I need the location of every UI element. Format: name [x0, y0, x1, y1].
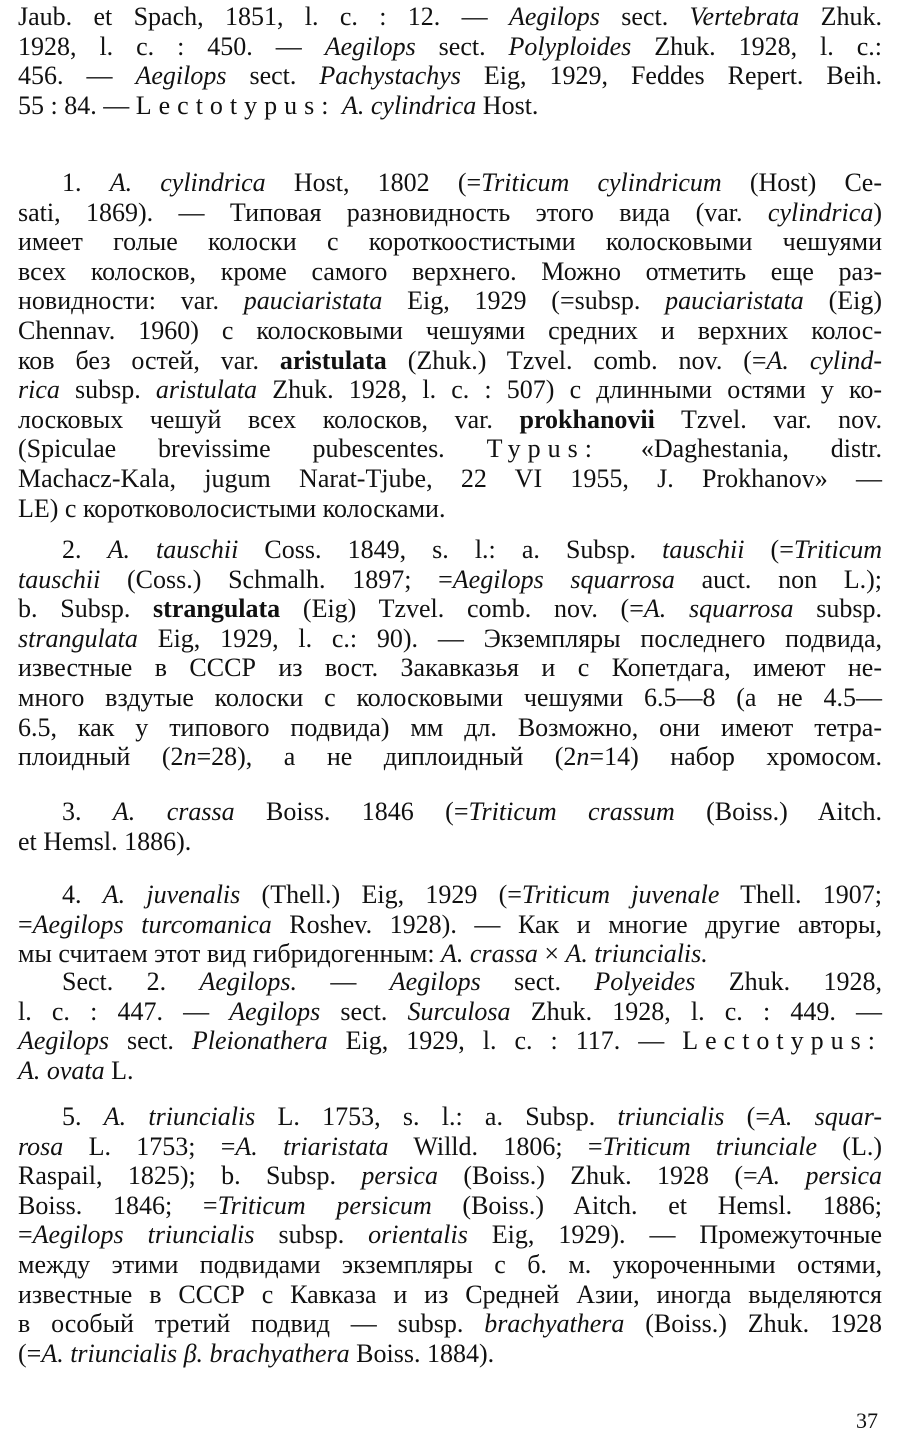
text-run: (Boiss.) Zhuk. 1928	[624, 1309, 882, 1339]
italic-text: n	[183, 742, 197, 772]
text-run: ков без остей, var.	[18, 345, 280, 375]
text-run: L. 1753, s. l.: a. Subsp.	[255, 1102, 618, 1131]
italic-text: Aegilops	[18, 1026, 109, 1056]
text-run: (Eig)	[803, 286, 882, 316]
text-run: =28), а не диплоидный (2	[196, 742, 577, 772]
text-run: (Zhuk.) Tzvel. comb. nov. (=	[386, 345, 767, 375]
text-run: 1928, l. c. : 450. —	[18, 31, 325, 61]
text-run: —	[296, 967, 390, 996]
text-run: Zhuk. 1928, l. c. : 449. —	[510, 996, 882, 1026]
text-run: Zhuk.	[799, 2, 883, 31]
text-run: новидности: var.	[18, 286, 244, 316]
italic-text: A. squar-	[770, 1102, 882, 1131]
text-run: имеет голые колоски с короткоостистыми колосковыми чешуями	[18, 227, 882, 257]
text-line	[18, 1280, 882, 1310]
bold-text: strangulata	[153, 594, 281, 624]
text-line	[18, 797, 882, 827]
text-run: между этими подвидами экземпляры с б. м. укороченными остями,	[18, 1249, 882, 1279]
text-run: l. c. : 447. —	[18, 996, 230, 1026]
italic-text: A. ovata	[18, 1055, 105, 1085]
text-line	[18, 713, 882, 743]
text-run: subsp.	[793, 594, 882, 624]
text-line	[18, 1339, 882, 1369]
text-line	[18, 257, 882, 287]
text-run: Eig, 1929). — Промежуточные	[467, 1220, 882, 1250]
italic-text: A. juvenalis	[102, 880, 241, 909]
italic-text: n	[576, 742, 590, 772]
italic-text: brachyathera	[484, 1309, 625, 1339]
italic-text: rosa	[18, 1131, 64, 1161]
text-run: 4.	[62, 880, 103, 909]
italic-text: tauschii	[662, 535, 745, 564]
italic-text: Pleionathera	[191, 1026, 328, 1056]
italic-text: A. triuncialis.	[565, 939, 708, 969]
text-run: sect.	[599, 2, 690, 31]
paragraph-species-triuncialis	[18, 1102, 882, 1368]
italic-text: Aegilops	[389, 967, 481, 996]
text-line	[18, 464, 882, 494]
italic-text: Triticum cylindricum	[481, 168, 722, 197]
italic-text: Aegilops	[508, 2, 600, 31]
paragraph-species-crassa	[18, 797, 882, 856]
text-line	[18, 434, 882, 464]
text-run: sect.	[320, 996, 408, 1026]
text-run: (Boiss.) Aitch. et Hemsl. 1886;	[431, 1190, 882, 1220]
text-run: (Boiss.) Aitch.	[674, 797, 882, 826]
italic-text: Triticum crassum	[468, 797, 675, 826]
text-line	[18, 742, 882, 772]
italic-text: Surculosa	[407, 996, 511, 1026]
text-run: Zhuk. 1928, l. c. : 507) с длинными остями у ко-	[257, 375, 882, 405]
spaced-text: Lectotypus:	[135, 90, 336, 120]
text-line	[18, 827, 882, 857]
text-line	[18, 405, 882, 435]
bold-text: aristulata	[279, 345, 387, 375]
text-run: subsp.	[59, 375, 156, 405]
text-line	[18, 535, 882, 565]
text-line	[18, 2, 882, 32]
italic-text: triuncialis	[617, 1102, 725, 1131]
text-run: Coss. 1849, s. l.: a. Subsp.	[238, 535, 663, 564]
text-line	[18, 1220, 882, 1250]
text-line	[18, 653, 882, 683]
text-line	[18, 939, 882, 969]
text-run: )	[873, 197, 882, 227]
italic-text: Aegilops	[324, 31, 416, 61]
text-run: (Eig) Tzvel. comb. nov. (=	[280, 594, 644, 624]
text-line	[18, 198, 882, 228]
text-line	[18, 286, 882, 316]
italic-text: Pachystachys	[319, 61, 461, 91]
text-run: 55 : 84. —	[18, 90, 136, 120]
text-run: sect.	[109, 1026, 192, 1056]
text-run: (=	[744, 535, 794, 564]
italic-text: A. crassa	[441, 939, 538, 969]
text-line	[18, 1161, 882, 1191]
text-run: Boiss. 1884).	[349, 1338, 495, 1368]
italic-text: Aegilops.	[199, 967, 297, 996]
text-run: (L.)	[817, 1131, 882, 1161]
text-line	[18, 967, 882, 997]
text-run: Roshev. 1928). — Как и многие другие авторы,	[271, 909, 883, 939]
paragraph-species-tauschii	[18, 535, 882, 772]
text-line	[18, 880, 882, 910]
text-run: sati, 1869). — Типовая разновидность этого вида (var.	[18, 197, 768, 227]
text-run: 6.5, как у типового подвида) мм дл. Возможно, они имеют тетра-	[18, 712, 882, 742]
text-line	[18, 227, 882, 257]
text-run: 1.	[62, 168, 110, 197]
italic-text: tauschii	[18, 564, 101, 594]
italic-text: strangulata	[18, 623, 138, 653]
italic-text: Aegilops	[229, 996, 321, 1026]
text-line	[18, 910, 882, 940]
text-run: Raspail, 1825); b. Subsp.	[18, 1161, 362, 1191]
text-run: 5.	[62, 1102, 104, 1131]
text-run: плоидный (2	[18, 742, 184, 772]
text-run: subsp.	[254, 1220, 369, 1250]
text-line	[18, 494, 882, 524]
text-run: =	[18, 909, 33, 939]
italic-text: Aegilops	[135, 61, 227, 91]
text-run: известные в СССР из вост. Закавказья и с Копетдага, имеют не-	[18, 653, 882, 683]
page-number: 37	[856, 1408, 878, 1433]
text-line	[18, 91, 882, 121]
text-run: sect.	[480, 967, 595, 996]
text-line	[18, 1191, 882, 1221]
text-run: (Boiss.) Zhuk. 1928 (=	[437, 1161, 758, 1191]
text-run: b. Subsp.	[18, 594, 154, 624]
paragraph-species-cylindrica	[18, 168, 882, 523]
text-line	[18, 346, 882, 376]
text-run: Boiss. 1846 (=	[234, 797, 469, 826]
text-run: Tzvel. var. nov.	[654, 404, 882, 434]
text-run: auct. non L.);	[674, 564, 882, 594]
italic-text: pauciaristata	[665, 286, 804, 316]
text-line	[18, 594, 882, 624]
spaced-text: Lectotypus:	[682, 1026, 882, 1056]
italic-text: Aegilops turcomanica	[32, 909, 272, 939]
text-run: известные в СССР с Кавказа и из Средней Азии, иногда выделяются	[18, 1279, 882, 1309]
text-run: Willd. 1806; =	[388, 1131, 603, 1161]
text-run: =	[18, 1220, 33, 1250]
italic-text: A. crassa	[112, 797, 235, 826]
text-run: Eig, 1929, Feddes Repert. Beih.	[460, 61, 883, 91]
text-run: Zhuk. 1928,	[695, 967, 883, 996]
text-run: Eig, 1929 (=subsp.	[382, 286, 666, 316]
spaced-text: Typus:	[486, 434, 599, 464]
bold-text: prokhanovii	[519, 404, 655, 434]
italic-text: rica	[18, 375, 60, 405]
text-run: мы считаем этот вид гибридогенным:	[18, 939, 442, 969]
text-run: ×	[537, 939, 566, 969]
italic-text: Triticum	[793, 535, 883, 564]
text-line	[18, 565, 882, 595]
italic-text: Aegilops squarrosa	[452, 564, 675, 594]
text-line	[18, 1132, 882, 1162]
text-run: L.	[104, 1055, 134, 1085]
italic-text: Polyeides	[594, 967, 696, 996]
text-line	[18, 997, 882, 1027]
text-run: 456. —	[18, 61, 136, 91]
text-run: 3.	[62, 797, 113, 826]
italic-text: orientalis	[368, 1220, 468, 1250]
text-run: (Host) Ce-	[721, 168, 882, 197]
text-line	[18, 1309, 882, 1339]
text-line	[18, 1250, 882, 1280]
text-line	[18, 61, 882, 91]
text-run: Jaub. et Spach, 1851, l. c. : 12. —	[18, 2, 509, 31]
italic-text: A. triuncialis	[103, 1102, 256, 1131]
italic-text: cylindrica	[767, 197, 874, 227]
text-line	[18, 32, 882, 62]
text-run: Thell. 1907;	[719, 880, 883, 909]
text-line	[18, 1102, 882, 1132]
text-line	[18, 316, 882, 346]
italic-text: Triticum triunciale	[602, 1131, 817, 1161]
text-run: Eig, 1929, l. c.: 90). — Экземпляры последнего подвида,	[137, 623, 882, 653]
text-line	[18, 624, 882, 654]
italic-text: Polyploides	[508, 31, 632, 61]
paragraph-section-intro	[18, 2, 882, 120]
italic-text: aristulata	[155, 375, 258, 405]
text-run: в особый третий подвид — subsp.	[18, 1309, 485, 1339]
italic-text: pauciaristata	[243, 286, 383, 316]
italic-text: Triticum persicum	[217, 1190, 432, 1220]
italic-text: A. tauschii	[107, 535, 239, 564]
text-line	[18, 683, 882, 713]
text-line	[18, 375, 882, 405]
italic-text: A. cylindrica	[342, 90, 477, 120]
text-run: Machacz-Kala, jugum Narat-Tjube, 22 VI 1955, J. Prokhanov» —	[18, 463, 882, 493]
text-run: (=	[724, 1102, 770, 1131]
italic-text: Triticum juvenale	[521, 880, 720, 909]
text-line	[18, 1026, 882, 1056]
text-run: Chennav. 1960) с колосковыми чешуями средних и верхних колос-	[18, 315, 882, 345]
paragraph-species-juvenalis	[18, 880, 882, 969]
text-run: (Spiculae brevissime pubescentes.	[18, 434, 487, 464]
text-run: Host.	[476, 90, 539, 120]
text-run: =14) набор хромосом.	[589, 742, 882, 772]
text-run: много вздутые колоски с колосковыми чешуями 6.5—8 (а не 4.5—	[18, 682, 882, 712]
text-line	[18, 1056, 882, 1086]
text-run: лосковых чешуй всех колосков, var.	[18, 404, 520, 434]
text-run: LE) с коротковолосистыми колосками.	[18, 493, 446, 523]
italic-text: A. triuncialis β. brachyathera	[41, 1338, 350, 1368]
italic-text: A. squarrosa	[643, 594, 794, 624]
text-run: sect.	[226, 61, 320, 91]
text-run: всех колосков, кроме самого верхнего. Можно отметить еще раз-	[18, 256, 882, 286]
italic-text: A. cylind-	[766, 345, 882, 375]
text-run: Eig, 1929, l. c. : 117. —	[327, 1026, 683, 1056]
text-run: Host, 1802 (=	[265, 168, 482, 197]
italic-text: A. triaristata	[235, 1131, 389, 1161]
italic-text: persica	[361, 1161, 438, 1191]
text-line	[18, 168, 882, 198]
text-run: «Daghestania, distr.	[598, 434, 883, 464]
text-run: Boiss. 1846; =	[18, 1190, 218, 1220]
text-run: sect.	[415, 31, 509, 61]
paragraph-section-aegilops	[18, 967, 882, 1085]
text-run: (Thell.) Eig, 1929 (=	[240, 880, 522, 909]
text-run: Zhuk. 1928, l. c.:	[631, 31, 882, 61]
italic-text: Vertebrata	[689, 2, 800, 31]
text-run: 2.	[62, 535, 108, 564]
text-run: et Hemsl. 1886).	[18, 826, 192, 856]
italic-text: A. persica	[757, 1161, 883, 1191]
italic-text: Aegilops triuncialis	[32, 1220, 255, 1250]
text-run: L. 1753; =	[63, 1131, 236, 1161]
italic-text: A. cylindrica	[109, 168, 266, 197]
text-run: (Coss.) Schmalh. 1897; =	[100, 564, 453, 594]
text-run: (=	[18, 1338, 42, 1368]
text-run: Sect. 2.	[62, 967, 200, 996]
